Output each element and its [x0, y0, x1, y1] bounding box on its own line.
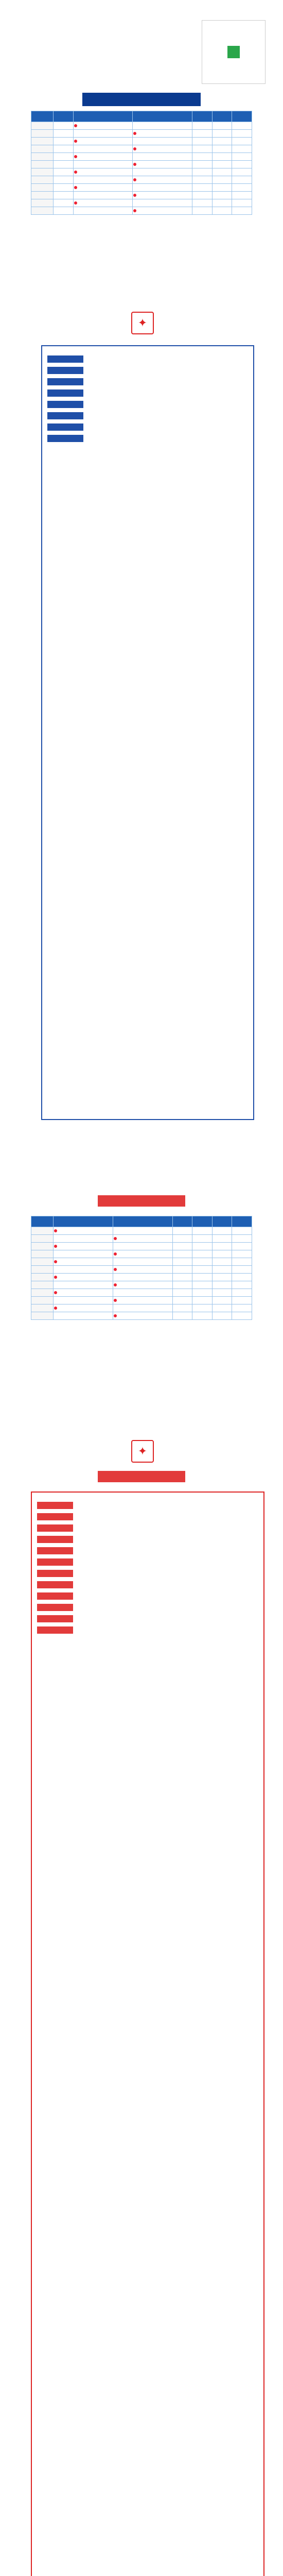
table-cell [113, 1281, 172, 1289]
table-cell [172, 1289, 192, 1297]
table-cell [212, 1250, 232, 1258]
table-cell [192, 161, 213, 168]
table-cell [31, 161, 54, 168]
table-row [31, 192, 252, 199]
table-row [31, 1227, 252, 1235]
table-cell [212, 122, 232, 130]
list-red [31, 1492, 264, 2576]
table-cell [54, 145, 74, 153]
table-2-header [192, 1216, 213, 1227]
section3-title [98, 1471, 185, 1482]
chip [47, 435, 83, 442]
table-cell [172, 1235, 192, 1243]
table-cell [232, 1281, 252, 1289]
table-cell [172, 1281, 192, 1289]
red-badge-icon: ✦ [131, 1440, 154, 1463]
table-row [31, 199, 252, 207]
table-row [31, 1266, 252, 1274]
red-dot-icon [114, 1314, 117, 1317]
table-row [31, 145, 252, 153]
table-cell [113, 1250, 172, 1258]
table-cell [212, 176, 232, 184]
table-row [31, 1312, 252, 1320]
table-cell [232, 1304, 252, 1312]
chip [37, 1592, 73, 1600]
list-blue-block [47, 423, 248, 431]
table-cell [212, 1243, 232, 1250]
chip [37, 1615, 73, 1622]
table-cell [192, 153, 213, 161]
table-row [31, 1281, 252, 1289]
table-cell [73, 161, 133, 168]
table-cell [113, 1258, 172, 1266]
red-dot-icon [133, 194, 136, 197]
table-cell [133, 138, 192, 145]
table-cell [31, 1274, 54, 1281]
table-cell [172, 1304, 192, 1312]
table-cell [31, 145, 54, 153]
table-cell [212, 168, 232, 176]
table-cell [113, 1297, 172, 1304]
table-cell [232, 1258, 252, 1266]
table-cell [31, 1289, 54, 1297]
table-cell [192, 168, 213, 176]
table-cell [192, 138, 213, 145]
table-cell [54, 138, 74, 145]
red-dot-icon [54, 1307, 57, 1310]
red-dot-icon [74, 124, 77, 127]
table-cell [31, 192, 54, 199]
table-cell [54, 1289, 113, 1297]
table-cell [54, 130, 74, 138]
table-cell [73, 145, 133, 153]
table-cell [133, 207, 192, 215]
table-cell [54, 199, 74, 207]
table-cell [54, 176, 74, 184]
table-cell [212, 1266, 232, 1274]
table-cell [212, 1258, 232, 1266]
table-cell [54, 207, 74, 215]
table-cell [54, 1258, 113, 1266]
table-2 [31, 1216, 252, 1320]
list-blue [41, 345, 254, 1120]
table-cell [232, 122, 252, 130]
table-cell [31, 1297, 54, 1304]
table-cell [172, 1312, 192, 1320]
table-cell [212, 1312, 232, 1320]
table-cell [113, 1243, 172, 1250]
table-cell [31, 184, 54, 192]
table-cell [172, 1258, 192, 1266]
list-red-block [37, 1502, 258, 1509]
chip [37, 1581, 73, 1588]
chip [47, 355, 83, 363]
table-cell [54, 1312, 113, 1320]
table-cell [31, 168, 54, 176]
table-cell [113, 1266, 172, 1274]
table-1-header [73, 111, 133, 122]
table-cell [31, 1304, 54, 1312]
red-dot-icon [74, 171, 77, 174]
table-cell [73, 153, 133, 161]
table-cell [31, 1258, 54, 1266]
table-cell [192, 184, 213, 192]
table-2-header [54, 1216, 113, 1227]
table-cell [113, 1227, 172, 1235]
table-cell [54, 1227, 113, 1235]
table-cell [54, 1243, 113, 1250]
table-cell [54, 1266, 113, 1274]
table-cell [212, 138, 232, 145]
red-dot-icon [133, 178, 136, 181]
table-row [31, 1304, 252, 1312]
table-cell [192, 130, 213, 138]
table-cell [113, 1235, 172, 1243]
table-cell [31, 176, 54, 184]
table-cell [212, 1297, 232, 1304]
red-dot-icon [74, 186, 77, 189]
table-cell [73, 199, 133, 207]
table-cell [192, 1258, 213, 1266]
list-red-block [37, 1626, 258, 1634]
table-cell [31, 122, 54, 130]
list-red-block [37, 1524, 258, 1532]
table-cell [192, 1304, 213, 1312]
table-cell [212, 207, 232, 215]
table-cell [232, 176, 252, 184]
chip [47, 367, 83, 374]
table-cell [73, 176, 133, 184]
table-cell [133, 176, 192, 184]
wechat-logo-icon [226, 44, 241, 60]
table-cell [54, 184, 74, 192]
table-cell [212, 1235, 232, 1243]
red-dot-icon [54, 1260, 57, 1263]
table-cell [232, 1235, 252, 1243]
red-dot-icon [54, 1245, 57, 1248]
table-cell [113, 1312, 172, 1320]
table-cell [31, 1243, 54, 1250]
list-blue-block [47, 389, 248, 397]
red-dot-icon [133, 147, 136, 150]
table-cell [212, 184, 232, 192]
table-cell [212, 1274, 232, 1281]
table-2-header [212, 1216, 232, 1227]
qr-inner [205, 24, 262, 80]
table-cell [31, 1312, 54, 1320]
table-cell [54, 1281, 113, 1289]
table-cell [31, 1281, 54, 1289]
table-cell [232, 1289, 252, 1297]
table-row [31, 153, 252, 161]
table-1-header-row [31, 111, 252, 122]
table-cell [192, 1227, 213, 1235]
table-cell [73, 122, 133, 130]
table-cell [232, 184, 252, 192]
list-red-block [37, 1513, 258, 1520]
red-dot-icon [54, 1276, 57, 1279]
chip [47, 389, 83, 397]
table-row [31, 168, 252, 176]
table-row [31, 184, 252, 192]
list-red-block [37, 1615, 258, 1622]
red-dot-icon [133, 209, 136, 212]
chip [37, 1502, 73, 1509]
table-cell [73, 168, 133, 176]
table-cell [232, 199, 252, 207]
table-cell [192, 207, 213, 215]
chip [47, 423, 83, 431]
table-cell [113, 1289, 172, 1297]
red-dot-icon [114, 1299, 117, 1302]
red-dot-icon [114, 1268, 117, 1271]
table-row [31, 1243, 252, 1250]
table-cell [31, 1235, 54, 1243]
table-cell [212, 199, 232, 207]
table-cell [232, 1274, 252, 1281]
table-cell [192, 1266, 213, 1274]
chip [37, 1536, 73, 1543]
table-cell [232, 207, 252, 215]
table-cell [192, 192, 213, 199]
section2-title [98, 1195, 185, 1207]
chip [37, 1626, 73, 1634]
table-cell [172, 1266, 192, 1274]
table-cell [232, 145, 252, 153]
table-cell [73, 138, 133, 145]
table-cell [192, 1289, 213, 1297]
table-cell [172, 1297, 192, 1304]
table-cell [54, 161, 74, 168]
table-cell [192, 1274, 213, 1281]
chip [47, 378, 83, 385]
red-dot-icon [54, 1229, 57, 1232]
table-cell [192, 176, 213, 184]
table-row [31, 138, 252, 145]
list-blue-block [47, 412, 248, 419]
chip [37, 1570, 73, 1577]
table-cell [232, 1312, 252, 1320]
chip [47, 401, 83, 408]
chip [47, 412, 83, 419]
chip [37, 1524, 73, 1532]
table-cell [212, 153, 232, 161]
table-cell [133, 161, 192, 168]
table-cell [212, 1281, 232, 1289]
table-cell [54, 1274, 113, 1281]
table-row [31, 1274, 252, 1281]
table-cell [192, 145, 213, 153]
chip [37, 1558, 73, 1566]
table-1-header [133, 111, 192, 122]
table-1-header [31, 111, 54, 122]
table-cell [133, 184, 192, 192]
table-2-grid [31, 1216, 252, 1320]
table-cell [232, 168, 252, 176]
table-1-grid [31, 111, 252, 215]
list-red-block [37, 1558, 258, 1566]
table-cell [192, 199, 213, 207]
table-cell [31, 1266, 54, 1274]
table-cell [133, 199, 192, 207]
red-dot-icon [114, 1237, 117, 1240]
red-badge-icon: ✦ [131, 312, 154, 334]
table-cell [54, 153, 74, 161]
table-cell [232, 1297, 252, 1304]
list-red-block [37, 1592, 258, 1600]
chip [37, 1513, 73, 1520]
table-cell [232, 153, 252, 161]
table-cell [113, 1304, 172, 1312]
list-blue-block [47, 355, 248, 363]
red-dot-icon [114, 1283, 117, 1286]
table-cell [73, 192, 133, 199]
table-cell [212, 1304, 232, 1312]
table-cell [54, 192, 74, 199]
red-dot-icon [54, 1291, 57, 1294]
table-row [31, 1297, 252, 1304]
table-cell [133, 192, 192, 199]
table-cell [31, 153, 54, 161]
table-cell [133, 153, 192, 161]
table-2-header [113, 1216, 172, 1227]
table-cell [232, 1227, 252, 1235]
table-cell [31, 207, 54, 215]
table-1-header [54, 111, 74, 122]
table-row [31, 130, 252, 138]
table-cell [73, 207, 133, 215]
table-cell [232, 1250, 252, 1258]
table-row [31, 161, 252, 168]
table-cell [133, 168, 192, 176]
table-cell [54, 168, 74, 176]
table-cell [73, 130, 133, 138]
table-1 [31, 111, 252, 215]
chip [37, 1547, 73, 1554]
table-2-header-row [31, 1216, 252, 1227]
table-cell [133, 130, 192, 138]
list-red-block [37, 1570, 258, 1577]
qr-code [202, 21, 265, 83]
table-cell [232, 130, 252, 138]
table-cell [31, 1250, 54, 1258]
table-2-header [31, 1216, 54, 1227]
table-2-header [232, 1216, 252, 1227]
red-dot-icon [74, 140, 77, 143]
table-cell [212, 1227, 232, 1235]
table-cell [73, 184, 133, 192]
list-blue-block [47, 401, 248, 408]
table-cell [133, 145, 192, 153]
table-1-header [212, 111, 232, 122]
table-cell [172, 1250, 192, 1258]
table-cell [31, 1227, 54, 1235]
table-2-header [172, 1216, 192, 1227]
list-red-block [37, 1581, 258, 1588]
list-blue-block [47, 367, 248, 374]
table-cell [212, 130, 232, 138]
table-cell [113, 1274, 172, 1281]
table-cell [192, 1312, 213, 1320]
table-cell [192, 1250, 213, 1258]
table-cell [54, 1235, 113, 1243]
table-cell [232, 138, 252, 145]
red-dot-icon [114, 1252, 117, 1256]
table-cell [212, 145, 232, 153]
red-dot-icon [74, 155, 77, 158]
table-row [31, 1289, 252, 1297]
table-cell [31, 130, 54, 138]
table-row [31, 1258, 252, 1266]
list-red-block [37, 1604, 258, 1611]
table-row [31, 1235, 252, 1243]
table-cell [54, 1250, 113, 1258]
table-row [31, 1250, 252, 1258]
list-red-block [37, 1547, 258, 1554]
section1-title [82, 93, 201, 106]
table-cell [232, 161, 252, 168]
list-blue-block [47, 435, 248, 442]
table-cell [172, 1274, 192, 1281]
table-cell [172, 1227, 192, 1235]
list-blue-block [47, 378, 248, 385]
table-cell [212, 192, 232, 199]
top-notice [31, 21, 175, 82]
table-cell [31, 138, 54, 145]
table-1-header [192, 111, 213, 122]
table-cell [31, 199, 54, 207]
table-cell [54, 1304, 113, 1312]
list-red-block [37, 1536, 258, 1543]
table-row [31, 176, 252, 184]
table-cell [133, 122, 192, 130]
table-row [31, 207, 252, 215]
table-cell [232, 1266, 252, 1274]
table-cell [192, 122, 213, 130]
table-cell [212, 1289, 232, 1297]
table-cell [192, 1235, 213, 1243]
table-cell [232, 1243, 252, 1250]
table-cell [192, 1281, 213, 1289]
table-cell [54, 1297, 113, 1304]
table-cell [192, 1297, 213, 1304]
table-cell [54, 122, 74, 130]
red-dot-icon [133, 132, 136, 135]
table-cell [192, 1243, 213, 1250]
chip [37, 1604, 73, 1611]
red-dot-icon [74, 201, 77, 205]
table-row [31, 122, 252, 130]
table-cell [232, 192, 252, 199]
red-dot-icon [133, 163, 136, 166]
table-1-header [232, 111, 252, 122]
table-cell [212, 161, 232, 168]
table-cell [172, 1243, 192, 1250]
